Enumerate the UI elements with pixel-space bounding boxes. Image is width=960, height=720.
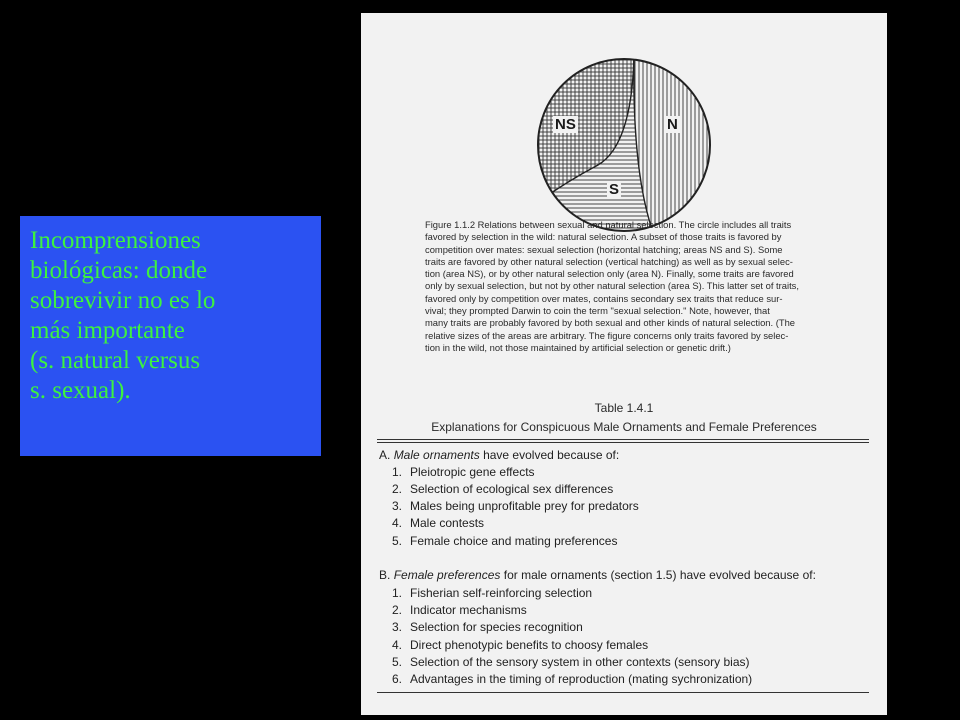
figure-caption — [425, 219, 817, 354]
callout-line: s. sexual). — [30, 377, 131, 404]
region-label-ns: NS — [555, 116, 576, 133]
item-number: 4. — [392, 638, 403, 652]
selection-diagram — [534, 55, 714, 240]
section-b-prefix: B. — [379, 568, 391, 582]
callout-line: Incomprensiones — [30, 227, 201, 254]
region-label-n: N — [667, 116, 678, 133]
caption-line: vival; they prompted Darwin to coin the term "sexual selection." Note, however, that — [425, 305, 770, 317]
section-b-emphasis: Female preferences — [393, 568, 501, 582]
list-item — [392, 465, 535, 479]
item-text: Males being unprofitable prey for predators — [410, 499, 639, 513]
caption-line: competition over mates: sexual selection (horizontal hatching; areas NS and S). Some — [425, 243, 783, 255]
list-item — [392, 655, 750, 669]
table-top-rule-double — [377, 442, 869, 443]
item-number: 5. — [392, 655, 403, 669]
selection-circle — [534, 55, 714, 235]
item-text: Selection of the sensory system in other contexts (sensory bias) — [410, 655, 750, 669]
section-a-prefix: A. — [379, 448, 391, 462]
list-item — [392, 638, 648, 652]
list-item — [392, 620, 583, 634]
list-item — [392, 482, 613, 496]
item-number: 3. — [392, 499, 403, 513]
item-number: 2. — [392, 482, 403, 496]
callout-line: biológicas: donde — [30, 257, 208, 284]
caption-line: many traits are probably favored by both sexual and other kinds of natural selection. (The — [425, 317, 795, 329]
section-a-heading — [379, 448, 619, 462]
item-text: Indicator mechanisms — [410, 603, 527, 617]
caption-line: tion (area NS), or by other natural selection only (area N). Finally, some traits are favored — [425, 268, 794, 280]
item-text: Selection of ecological sex differences — [410, 482, 614, 496]
list-item — [392, 516, 484, 530]
section-a-rest: have evolved because of: — [479, 448, 620, 462]
item-text: Advantages in the timing of reproduction (mating sychronization) — [410, 672, 753, 686]
region-label-s: S — [609, 181, 620, 198]
table-bottom-rule — [377, 692, 869, 693]
callout-line: (s. natural versus — [30, 347, 201, 374]
caption-line: traits are favored by other natural selection (vertical hatching) as well as by sexual selec- — [425, 255, 793, 267]
item-text: Pleiotropic gene effects — [410, 465, 535, 479]
item-number: 1. — [392, 586, 403, 600]
callout-box — [20, 216, 321, 456]
item-number: 1. — [392, 465, 403, 479]
callout-line: sobrevivir no es lo — [30, 287, 216, 314]
callout-line: más importante — [30, 317, 185, 344]
caption-line: tion in the wild, not those maintained by artificial selection or genetic drift.) — [425, 341, 731, 353]
section-b-rest: for male ornaments (section 1.5) have evolved because of: — [500, 568, 816, 582]
item-text: Female choice and mating preferences — [410, 534, 618, 548]
table-title: Explanations for Conspicuous Male Ornaments and Female Preferences — [431, 420, 817, 434]
item-number: 4. — [392, 516, 403, 530]
item-number: 2. — [392, 603, 403, 617]
item-number: 3. — [392, 620, 403, 634]
caption-line: Figure 1.1.2 Relations between sexual and natural selection. The circle includes all traits — [425, 219, 792, 230]
list-item — [392, 534, 617, 548]
table-top-rule — [377, 439, 869, 440]
list-item — [392, 672, 752, 686]
item-text: Male contests — [410, 516, 485, 530]
list-item — [392, 499, 639, 513]
item-number: 5. — [392, 534, 403, 548]
list-item — [392, 603, 527, 617]
list-item — [392, 586, 592, 600]
caption-line: favored only by competition over mates, contains secondary sex traits that reduce sur- — [425, 292, 783, 304]
table-label: Table 1.4.1 — [594, 401, 654, 415]
section-a-emphasis: Male ornaments — [393, 448, 480, 462]
section-b-heading — [379, 568, 816, 582]
caption-line: only by sexual selection, but not by other natural selection (area S). This latter set of traits, — [425, 280, 799, 292]
caption-line: favored by selection in the wild: natural selection. A subset of those traits is favored by — [425, 231, 782, 243]
caption-line: relative sizes of the areas are arbitrary. The figure concerns only traits favored by selec- — [425, 329, 789, 341]
scanned-page — [361, 13, 887, 715]
item-text: Fisherian self-reinforcing selection — [410, 586, 593, 600]
item-text: Direct phenotypic benefits to choosy females — [410, 638, 649, 652]
item-text: Selection for species recognition — [410, 620, 583, 634]
item-number: 6. — [392, 672, 403, 686]
